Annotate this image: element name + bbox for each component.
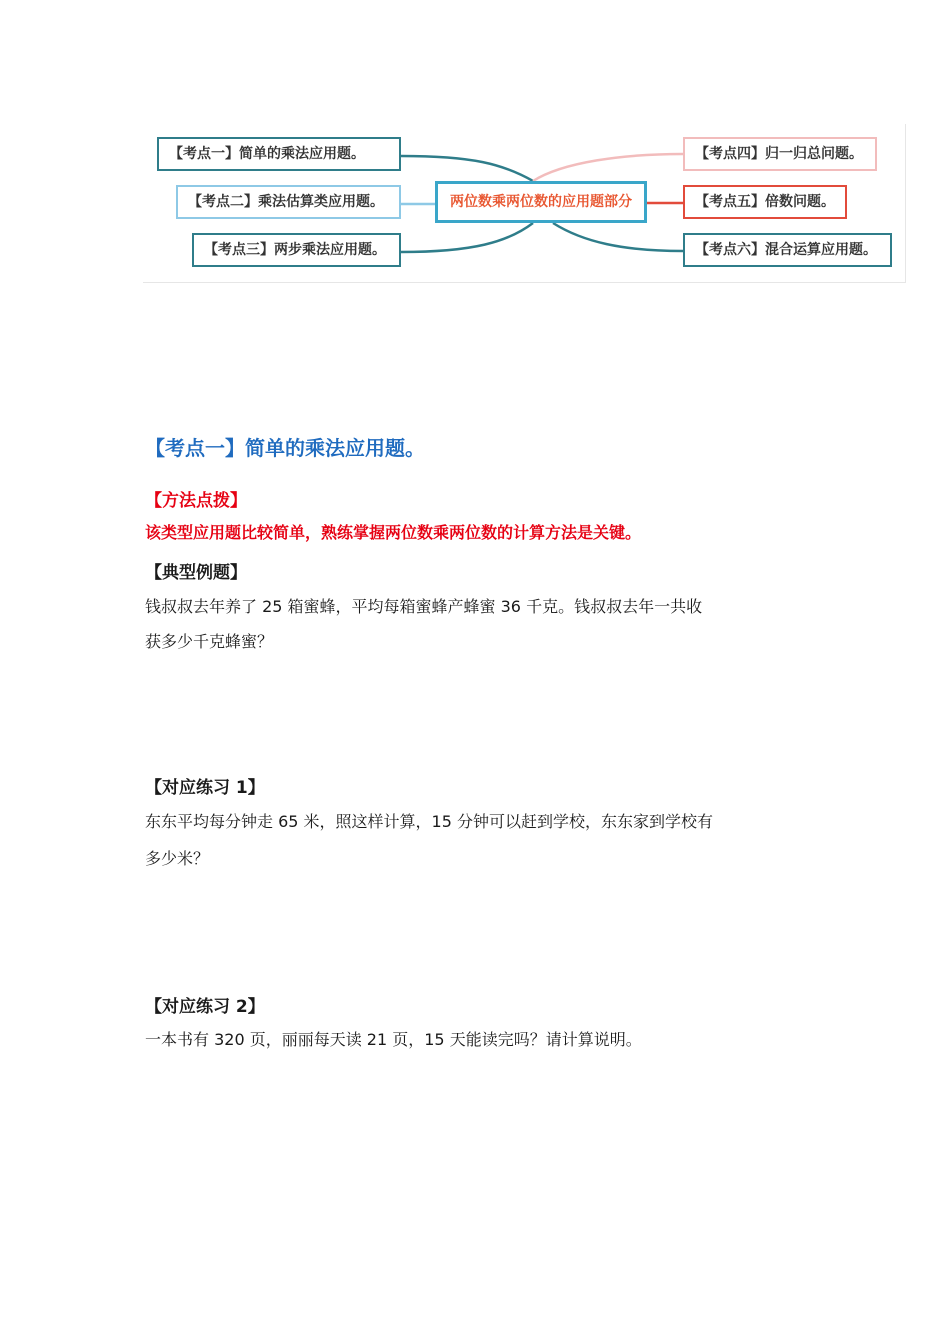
method-label: 【方法点拨】 (145, 491, 247, 511)
practice-2-label: 【对应练习 2】 (145, 997, 265, 1017)
mind-map (143, 124, 906, 283)
example-line-2: 获多少千克蜂蜜？ (145, 632, 274, 651)
example-line-1: 钱叔叔去年养了 25 箱蜜蜂，平均每箱蜜蜂产蜂蜜 36 千克。钱叔叔去年一共收 (145, 597, 703, 616)
section-title: 【考点一】简单的乘法应用题。 (145, 436, 425, 460)
method-text: 该类型应用题比较简单，熟练掌握两位数乘两位数的计算方法是关键。 (145, 523, 642, 542)
practice-1-label: 【对应练习 1】 (145, 778, 265, 798)
mindmap-node-1: 【考点一】简单的乘法应用题。 (157, 137, 401, 171)
mindmap-node-4: 【考点四】归一归总问题。 (683, 137, 877, 171)
mindmap-node-5: 【考点五】倍数问题。 (683, 185, 847, 219)
mindmap-node-2: 【考点二】乘法估算类应用题。 (176, 185, 401, 219)
practice-2-line-1: 一本书有 320 页，丽丽每天读 21 页，15 天能读完吗？请计算说明。 (145, 1030, 642, 1049)
mindmap-node-6: 【考点六】混合运算应用题。 (683, 233, 892, 267)
example-label: 【典型例题】 (145, 563, 247, 583)
mindmap-center-topic: 两位数乘两位数的应用题部分 (435, 181, 647, 223)
practice-1-line-2: 多少米？ (145, 849, 210, 868)
mindmap-node-3: 【考点三】两步乘法应用题。 (192, 233, 401, 267)
practice-1-line-1: 东东平均每分钟走 65 米，照这样计算，15 分钟可以赶到学校，东东家到学校有 (145, 812, 713, 831)
